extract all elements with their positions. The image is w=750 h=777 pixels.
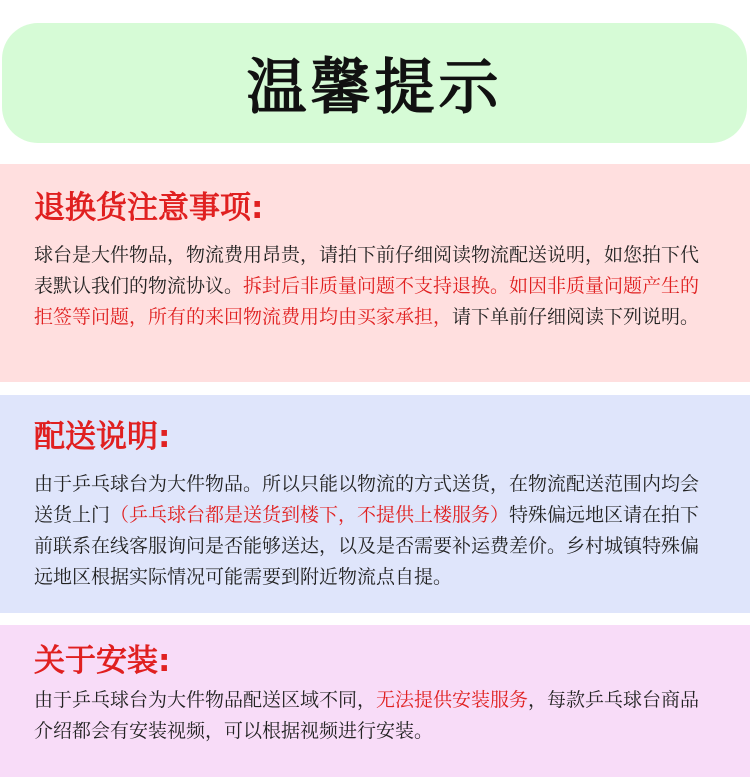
return-policy-heading: 退换货注意事项: [34,190,264,226]
return-policy-text-1: 球台是大件物品，物流费用昂贵，请拍下前仔细阅读物流配送说明，如您拍下代表默认我们的物流协议。 [34,244,700,297]
page-title: 温馨提示 [246,53,503,123]
installation-text-2: ，每款乒乓球台商品介绍都会有安装视频，可以根据视频进行安装。 [34,689,700,742]
return-policy-text [34,240,716,333]
installation-heading: 关于安装: [34,643,171,679]
delivery-text-1: 由于乒乓球台为大件物品。所以只能以物流的方式送货，在物流配送范围内均会送货上门 [34,473,700,526]
installation-text [34,685,716,747]
return-policy-text-2: 请下单前仔细阅读下列说明。 [452,306,700,328]
return-policy-section [0,164,750,382]
delivery-heading: 配送说明: [34,419,171,455]
installation-highlight: 无法提供安装服务 [376,689,529,711]
installation-section [0,625,750,777]
delivery-highlight: （乒乓球台都是送货到楼下，不提供上楼服务） [110,504,510,526]
title-banner [2,23,747,143]
installation-text-1: 由于乒乓球台为大件物品配送区域不同， [34,689,377,711]
delivery-text [34,469,716,593]
return-policy-highlight: 拆封后非质量问题不支持退换。如因非质量问题产生的拒签等问题，所有的来回物流费用均由买家承担， [34,275,700,328]
delivery-section [0,395,750,613]
delivery-text-2: 特殊偏远地区请在拍下前联系在线客服询问是否能够送达，以及是否需要补运费差价。乡村城镇特殊偏远地区根据实际情况可能需要到附近物流点自提。 [34,504,700,588]
